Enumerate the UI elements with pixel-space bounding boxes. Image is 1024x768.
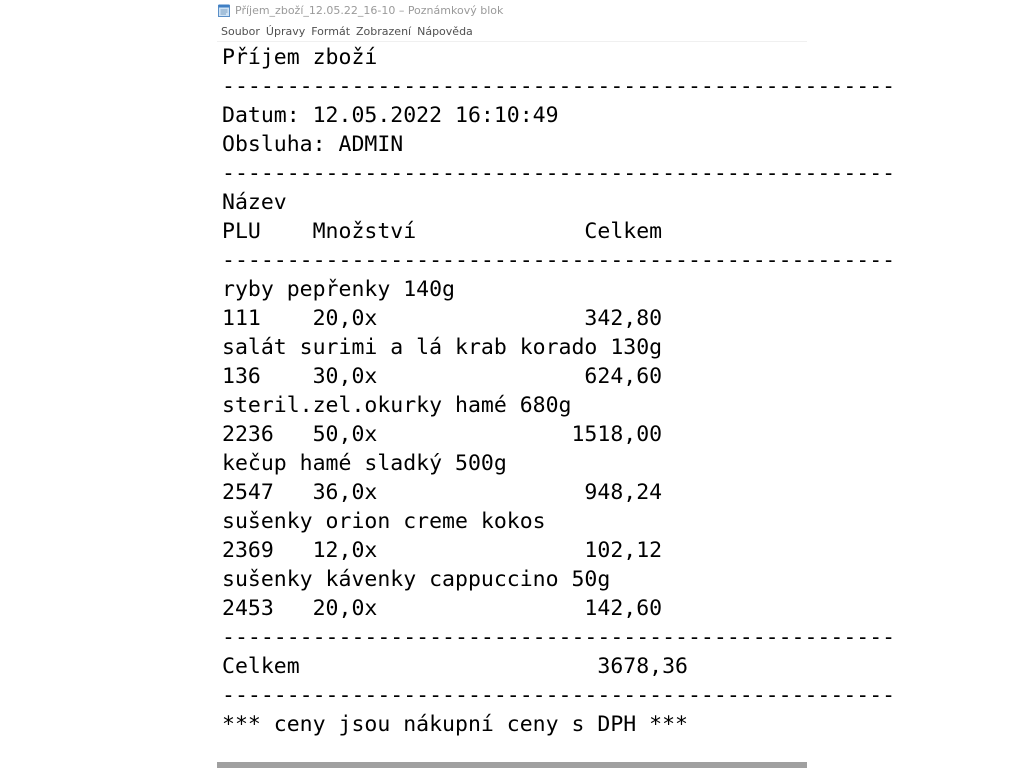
document-line: Celkem 3678,36 (222, 654, 688, 679)
text-editor[interactable] (222, 43, 896, 761)
document-line: ---------------------------------------------------- (222, 625, 896, 650)
title-bar (217, 0, 807, 21)
document-line: ---------------------------------------------------- (222, 248, 896, 273)
document-line: Datum: 12.05.2022 16:10:49 (222, 103, 559, 128)
document-line: 2547 36,0x 948,24 (222, 480, 663, 505)
menu-item-format[interactable]: Formát (311, 24, 351, 38)
document-line: 2236 50,0x 1518,00 (222, 422, 663, 447)
document-line: 2369 12,0x 102,12 (222, 538, 663, 563)
document-line: *** ceny jsou nákupní ceny s DPH *** (222, 712, 688, 737)
window-title: Příjem_zboží_12.05.22_16-10 – Poznámkový blok (235, 4, 504, 17)
document-line: Obsluha: ADMIN (222, 132, 404, 157)
document-line: steril.zel.okurky hamé 680g (222, 393, 572, 418)
document-line: salát surimi a lá krab korado 130g (222, 335, 663, 360)
document-line: ---------------------------------------------------- (222, 74, 896, 99)
menu-divider (217, 41, 807, 42)
document-line: ---------------------------------------------------- (222, 161, 896, 186)
notepad-window (217, 0, 896, 768)
menu-item-upravy[interactable]: Úpravy (265, 24, 306, 38)
document-line: Příjem zboží (222, 45, 378, 70)
document-line: ---------------------------------------------------- (222, 683, 896, 708)
menu-bar (217, 21, 807, 41)
document-line: sušenky orion creme kokos (222, 509, 546, 534)
document-line: 2453 20,0x 142,60 (222, 596, 663, 621)
document-line: Název (222, 190, 287, 215)
window-bottom-border (217, 762, 807, 768)
document-line: sušenky kávenky cappuccino 50g (222, 567, 611, 592)
document-line: 111 20,0x 342,80 (222, 306, 663, 331)
menu-item-zobrazeni[interactable]: Zobrazení (356, 24, 412, 38)
document-line: kečup hamé sladký 500g (222, 451, 507, 476)
document-line: ryby pepřenky 140g (222, 277, 455, 302)
menu-item-soubor[interactable]: Soubor (221, 24, 260, 38)
notepad-icon (218, 4, 230, 17)
menu-item-napoveda[interactable]: Nápověda (417, 24, 473, 38)
document-line: PLU Množství Celkem (222, 219, 663, 244)
document-line: 136 30,0x 624,60 (222, 364, 663, 389)
